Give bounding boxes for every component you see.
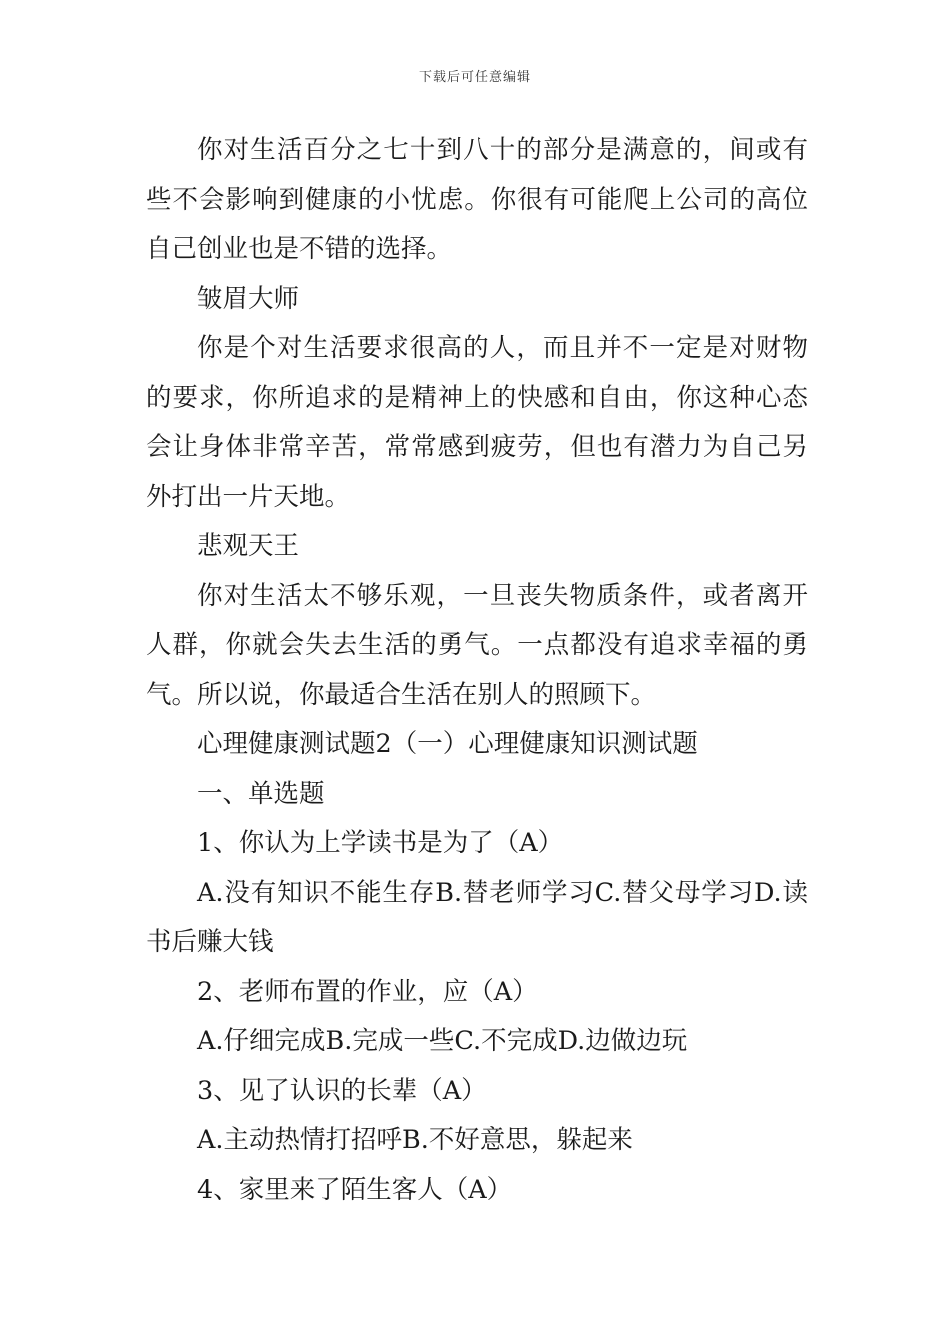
paragraph-result-satisfied: 你对生活百分之七十到八十的部分是满意的，间或有些不会影响到健康的小忧虑。你很有可能爬上公司的高位自己创业也是不错的选择。 xyxy=(146,135,808,264)
heading-pessimist-king: 悲观天王 xyxy=(197,531,300,561)
section-heading-single-choice: 一、单选题 xyxy=(197,778,325,809)
page-header: 下载后可任意编辑 xyxy=(418,70,531,85)
paragraph-result-frown-master: 你是个对生活要求很高的人，而且并不一定是对财物的要求，你所追求的是精神上的快感和自由，你这种心态会让身体非常辛苦，常常感到疲劳，但也有潜力为自己另外打出一片天地。 xyxy=(146,333,808,512)
paragraph-result-pessimist: 你对生活太不够乐观，一旦丧失物质条件，或者离开人群，你就会失去生活的勇气。一点都没有追求幸福的勇气。所以说，你最适合生活在别人的照顾下。 xyxy=(146,580,808,710)
document-body xyxy=(146,126,808,1215)
question-1-options: A.没有知识不能生存B.替老师学习C.替父母学习D.读书后赚大钱 xyxy=(146,877,808,957)
question-2-options: A.仔细完成B.完成一些C.不完成D.边做边玩 xyxy=(197,1026,688,1056)
heading-frown-master: 皱眉大师 xyxy=(197,283,300,314)
question-3-options: A.主动热情打招呼B.不好意思，躲起来 xyxy=(197,1125,633,1155)
question-1: 1、你认为上学读书是为了（A） xyxy=(197,828,564,858)
question-2: 2、老师布置的作业，应（A） xyxy=(197,976,538,1007)
question-3: 3、见了认识的长辈（A） xyxy=(197,1075,487,1106)
question-4: 4、家里来了陌生客人（A） xyxy=(197,1174,513,1205)
section-title: 心理健康测试题2（一）心理健康知识测试题 xyxy=(197,729,698,759)
